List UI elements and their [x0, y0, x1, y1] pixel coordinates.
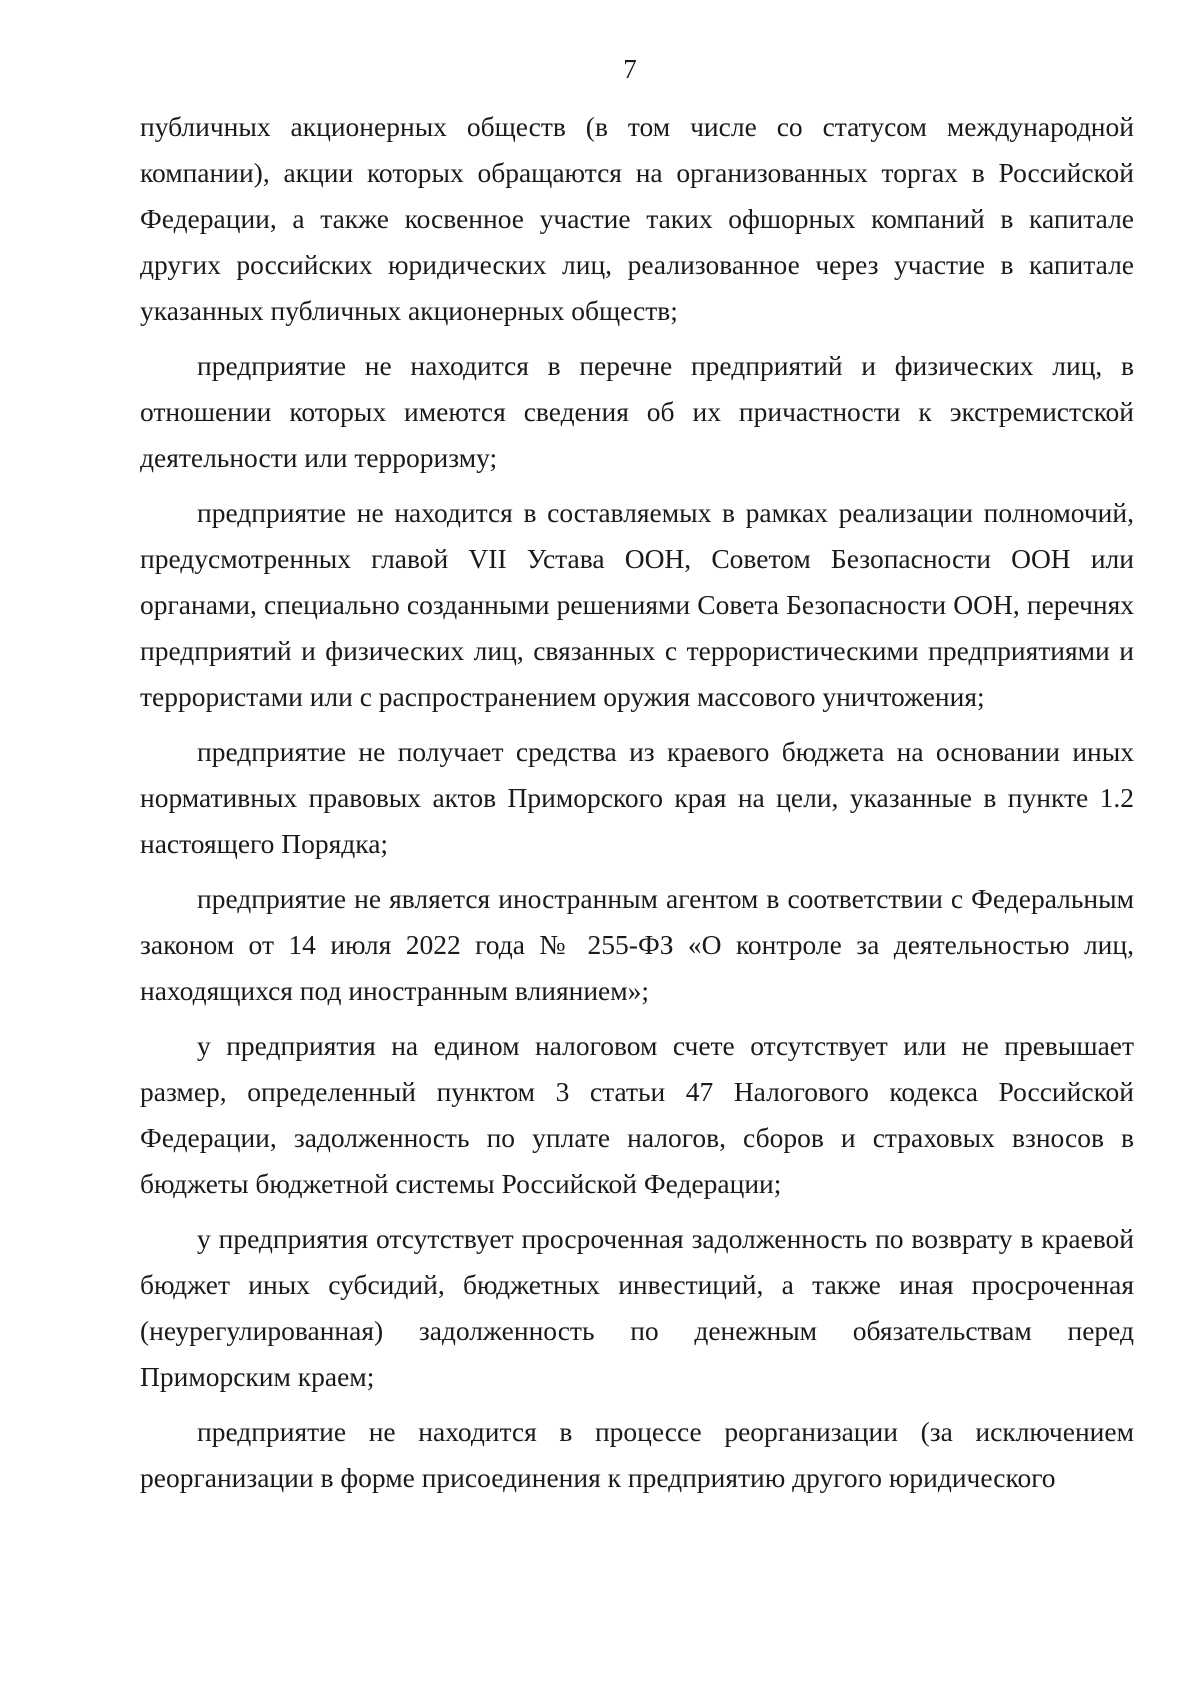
paragraph-reorganization: предприятие не находится в процессе реорганизации (за исключением реорганизации в форме присоединения к предприятию другого юридического [140, 1416, 1134, 1493]
paragraph-extremism-list: предприятие не находится в перечне предприятий и физических лиц, в отношении которых имеются сведения об их причастности к экстремистской деятельности или терроризму; [140, 350, 1134, 473]
paragraph-continuation: публичных акционерных обществ (в том числе со статусом международной компании), акции которых обращаются на организованных торгах в Российской Федерации, а также косвенное участие таких офшорных компаний в капитале других российских юридических лиц, реализованное через участие в капитале указанных публичных акционерных обществ; [140, 111, 1134, 326]
paragraph-foreign-agent: предприятие не является иностранным агентом в соответствии с Федеральным законом от 14 июля 2022 года № 255-ФЗ «О контроле за деятельностью лиц, находящихся под иностранным влиянием»; [140, 883, 1134, 1006]
page-number: 7 [623, 54, 637, 84]
paragraph-un-sanctions-list: предприятие не находится в составляемых в рамках реализации полномочий, предусмотренных главой VII Устава ООН, Советом Безопасности ООН или органами, специально созданными решениями Совета Безопасности ООН, перечнях предприятий и физических лиц, связанных с террористическими предприятиями и террористами или с распространением оружия массового уничтожения; [140, 497, 1134, 712]
document-body [140, 104, 1134, 1501]
paragraph-tax-debt: у предприятия на едином налоговом счете отсутствует или не превышает размер, определенный пунктом 3 статьи 47 Налогового кодекса Российской Федерации, задолженность по уплате налогов, сборов и страховых взносов в бюджеты бюджетной системы Российской Федерации; [140, 1030, 1134, 1199]
paragraph-regional-budget-funds: предприятие не получает средства из краевого бюджета на основании иных нормативных правовых актов Приморского края на цели, указанные в пункте 1.2 настоящего Порядка; [140, 736, 1134, 859]
paragraph-overdue-debt: у предприятия отсутствует просроченная задолженность по возврату в краевой бюджет иных субсидий, бюджетных инвестиций, а также иная просроченная (неурегулированная) задолженность по денежным обязательствам перед Приморским краем; [140, 1223, 1134, 1392]
